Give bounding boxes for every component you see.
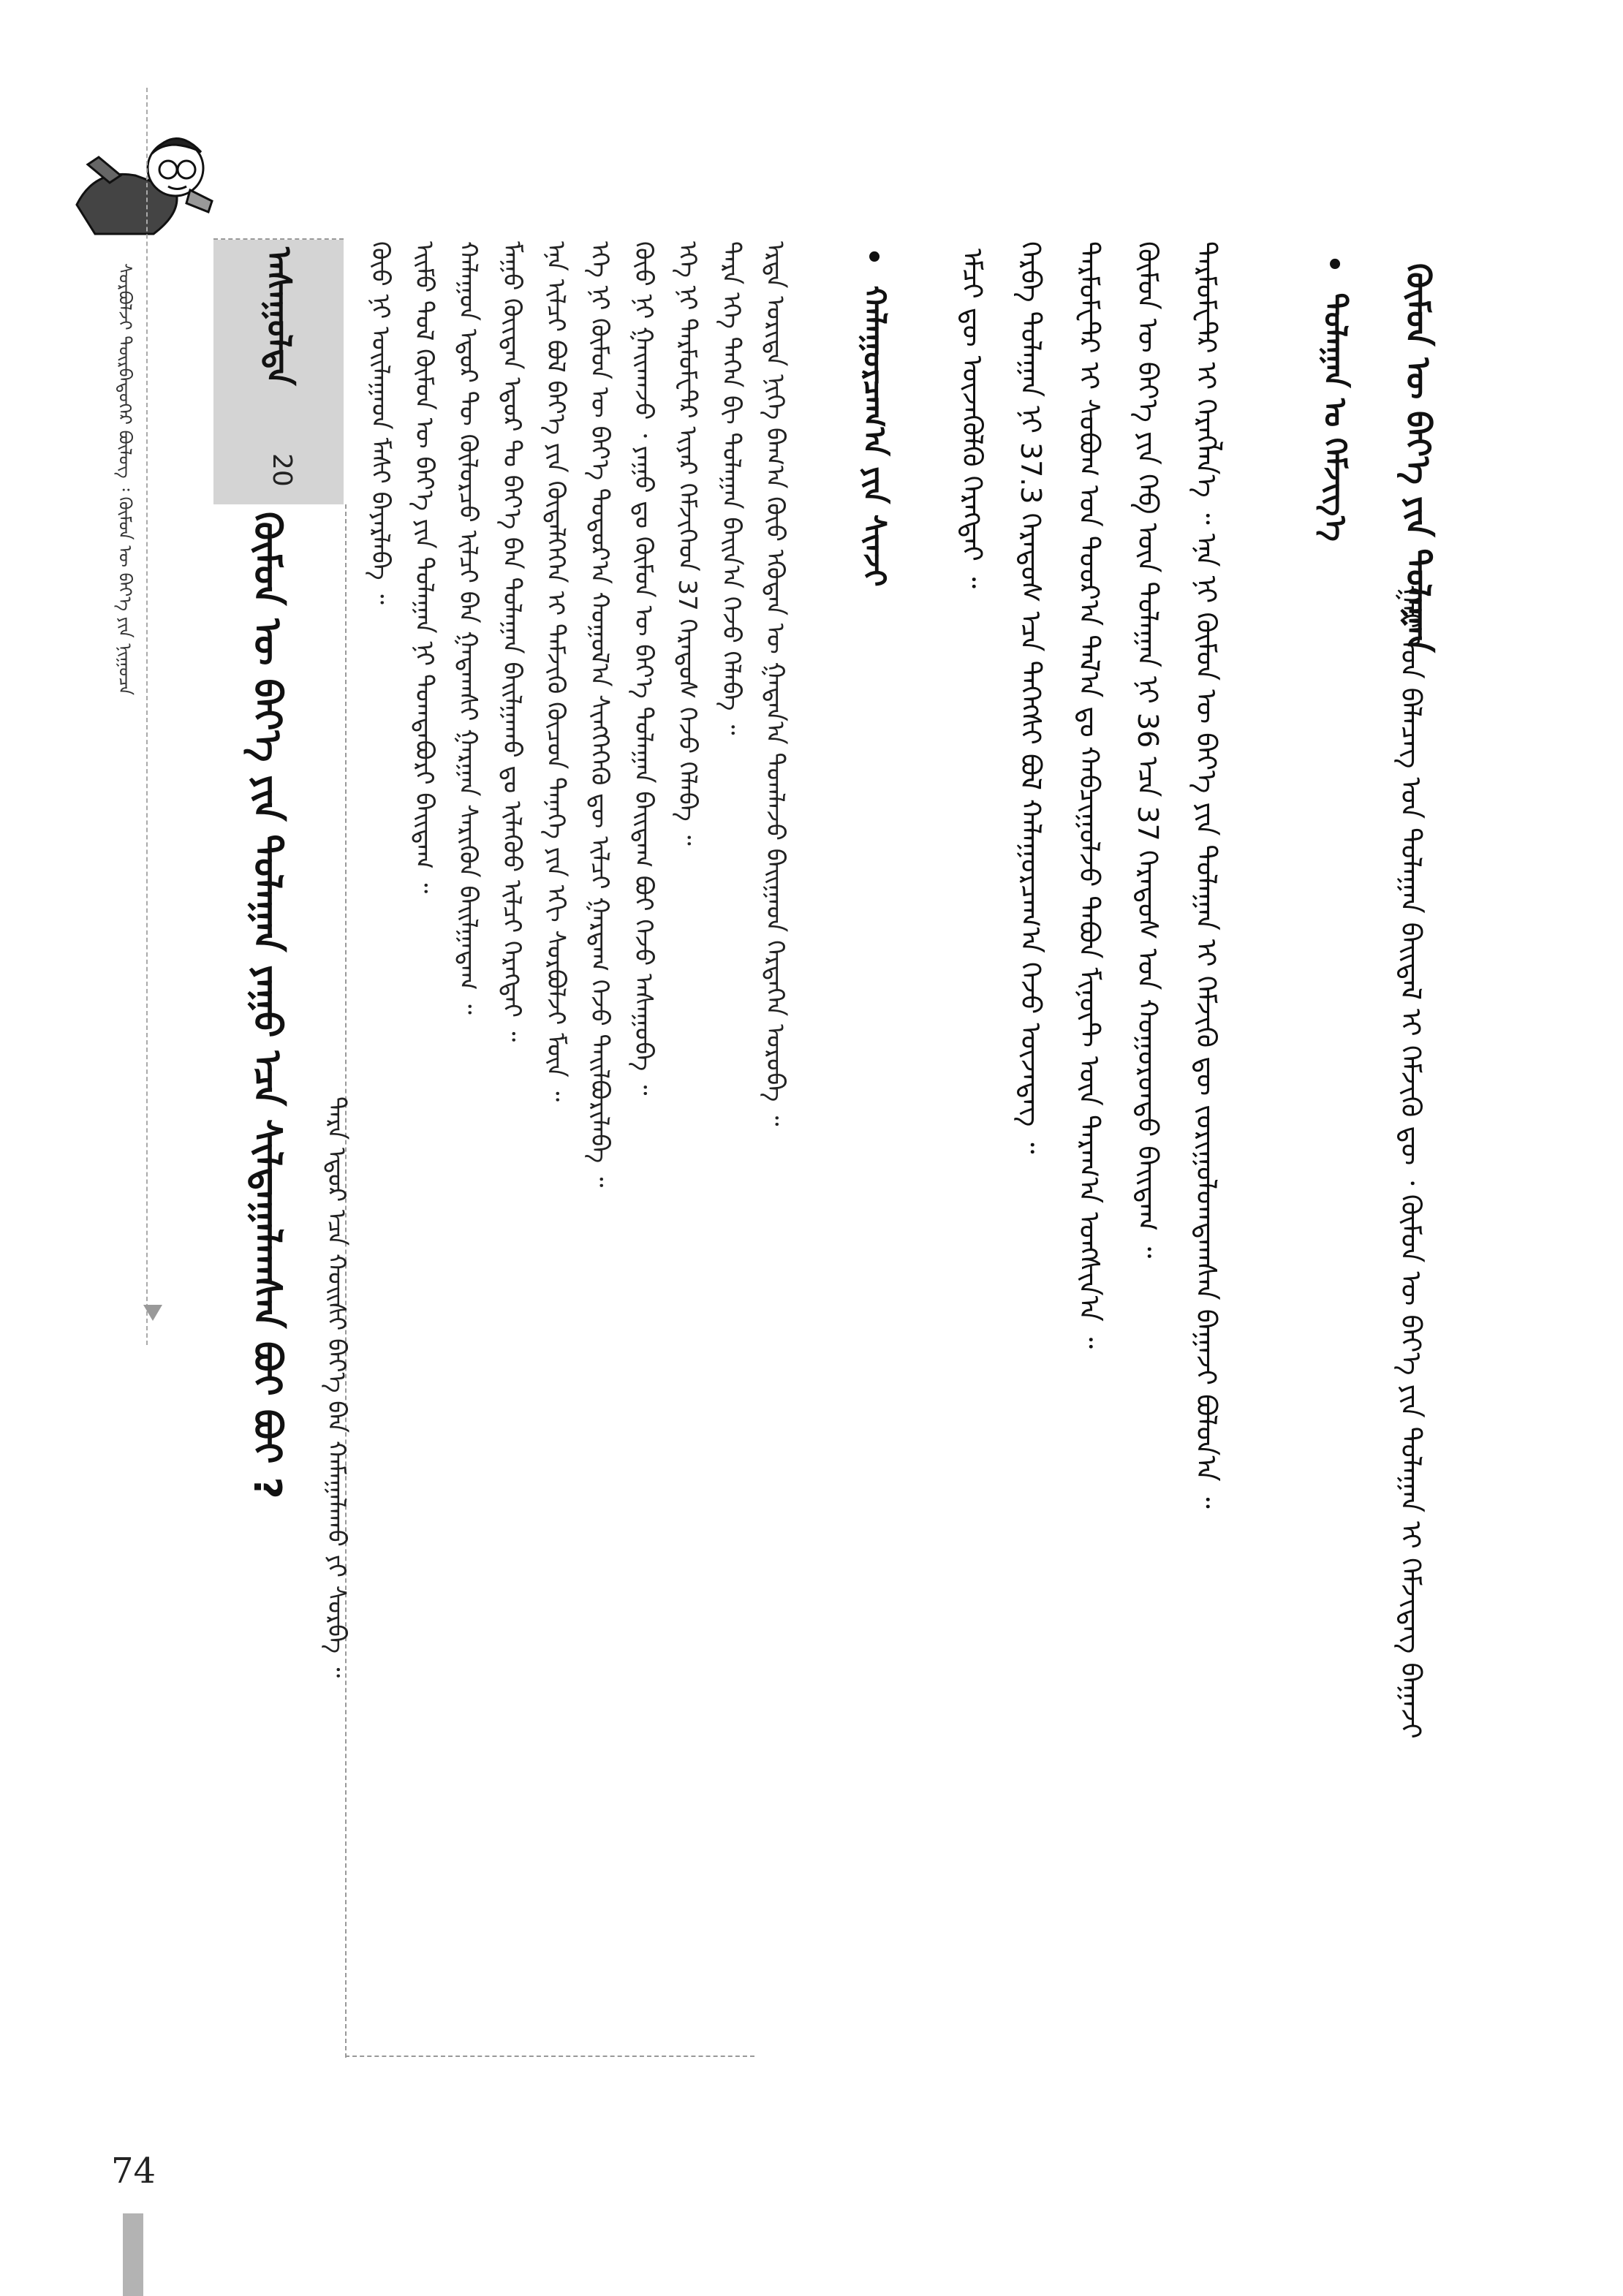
section-divider-bottom: [345, 2056, 754, 2057]
story-line: ᠬᠦᠦ ᠨᠢ ᠣᠢᠯᠠᠭᠠᠳ ᠮᠠᠰᠢ ᠪᠠᠶᠠᠷᠯᠠᠪᠠ ᠃: [366, 241, 395, 605]
bullet-item-2: [848, 241, 893, 592]
paragraph-line: ᠡᠮᠴᠢ ᠳᠦ ᠦᠵᠡᠭᠦᠯᠬᠦ ᠬᠡᠷᠡᠭᠲᠡᠶ ᠃: [956, 249, 988, 589]
story-line: ᠡᠬᠡ ᠨᠢ ᠲᠡᠷᠮᠣᠮᠧᠲ᠋ᠷ ᠢᠶᠠᠷ ᠬᠡᠮᠵᠢᠭᠡᠳ 37 ᠭᠡᠷᠡᠳᠦᠰ ᠭᠡᠵᠦ ᠬᠡᠯᠡᠪᠡ ᠃: [673, 241, 702, 846]
page-number: 74: [111, 2151, 156, 2191]
story-line: ᠲᠡᠷᠡ ᠡᠳᠦᠷ ᠡᠴᠡ ᠬᠣᠢᠰᠢ ᠪᠡᠶ᠎ᠡ ᠪᠡᠨ ᠬᠠᠮᠠᠭᠠᠯᠠᠬᠤ ᠶᠢ ᠰᠤᠷᠪᠠ ᠃: [322, 1096, 351, 1678]
story-line: ᠡᠨᠡ ᠢᠯᠴᠢ ᠪᠣᠯ ᠪᠡᠶ᠎ᠡ ᠶᠢᠨ ᠬᠦᠳᠡᠯᠭᠡᠭᠡᠨ ᠢ ᠳᠡᠮᠵᠢᠬᠦ ᠬᠦᠴᠦᠨ ᠲᠡᠨᠡᠭᠡ ᠶᠢᠨ ᠡᠬᠢ ᠰᠤᠷᠪᠤᠯᠵᠢ ᠮᠥᠨ ᠃: [541, 241, 570, 1102]
guide-arrow-icon: [143, 1305, 162, 1321]
story-line: ᠲᠡᠷᠡ ᠡᠬᠡ ᠳᠡᠭᠡᠨ ᠪᠢ ᠳᠤᠯᠠᠭᠠᠨ ᠪᠠᠢᠨ᠎ᠠ ᠭᠡᠵᠦ ᠬᠡᠯᠡᠪᠡ ᠃: [716, 241, 746, 735]
side-guide-line: [146, 88, 148, 1345]
story-line: ᠮᠠᠭᠤ ᠬᠦᠢᠲᠡᠨ ᠡᠳᠦᠷ ᠲᠤ ᠪᠡᠶ᠎ᠡ ᠪᠡᠨ ᠳᠤᠯᠠᠭᠠᠨ ᠪᠠᠢᠯᠭᠠᠬᠤ ᠳᠤ ᠢᠯᠡᠭᠦᠦ ᠢᠯᠴᠢ ᠬᠡᠷᠡᠭᠲᠡᠶ ᠃: [497, 241, 526, 1042]
section-question: ᠬᠦᠮᠦᠨ ᠦ ᠪᠡᠶ᠎ᠡ ᠶᠢᠨ ᠳᠤᠯᠠᠭᠠᠨ ᠶᠠᠭᠤ ᠡᠴᠡ ᠰᠢᠯᠲᠠᠭᠠᠯᠠᠭᠰᠠᠨ ᠪᠤᠢ ᠪᠤᠢ ?: [245, 512, 289, 1499]
paragraph-line: ᠲᠡᠷᠮᠣᠮᠧᠲ᠋ᠷ ᠢ ᠰᠣᠪᠤᠭ ᠤᠨ ᠳᠣᠣᠷ᠎ᠠ ᠲᠠᠯ᠎ᠠ ᠳᠤ ᠬᠠᠪᠴᠢᠭᠤᠯᠵᠤ ᠲᠠᠪᠤᠨ ᠮᠢᠨᠦ᠋ᠲ ᠦᠨ ᠳᠠᠷᠠᠭ᠎ᠠ ᠤᠩᠰᠢᠨ᠎ᠠ ᠃: [1073, 241, 1105, 1349]
bullet-item-1-label: ᠳᠤᠯᠠᠭᠠᠨ ᠤ ᠬᠡᠮᠵᠢᠭ᠎ᠡ: [1317, 292, 1353, 542]
story-line: ᠡᠷᠲᠡ ᠤᠷᠢᠳᠠ ᠨᠢᠭᠡ ᠪᠠᠭ᠎ᠠ ᠬᠦᠦ ᠡᠭᠦᠳᠡᠨ ᠦ ᠭᠠᠳᠠᠨ᠎ᠠ ᠲᠣᠭᠯᠠᠵᠤ ᠪᠠᠢᠭᠠᠳ ᠭᠡᠷᠲᠡᠭᠡᠨ ᠣᠷᠣᠪᠠ ᠃: [760, 241, 790, 1126]
story-line: ᠬᠦᠦ ᠨᠢ ᠭᠠᠢᠬᠠᠵᠤ ᠂ ᠶᠠᠭᠤ ᠳᠤ ᠬᠦᠮᠦᠨ ᠦ ᠪᠡᠶ᠎ᠡ ᠳᠤᠯᠠᠭᠠᠨ ᠪᠠᠢᠳᠠᠭ ᠪᠤᠢ ᠭᠡᠵᠦ ᠠᠰᠠᠭᠤᠪᠠ ᠃: [629, 241, 658, 1096]
bullet-item-1: [1309, 249, 1353, 542]
mascot-body: [77, 138, 212, 234]
question-number: 20: [267, 453, 297, 487]
story-line: ᠡᠬᠡ ᠨᠢ ᠬᠦᠮᠦᠨ ᠦ ᠪᠡᠶ᠎ᠡ ᠳᠣᠲᠣᠷ᠎ᠠ ᠬᠣᠭᠣᠯ᠎ᠠ ᠰᠢᠩᠭᠡᠭᠡᠬᠦ ᠳᠦ ᠢᠯᠴᠢ ᠭᠠᠷᠳᠠᠭ ᠭᠡᠵᠦ ᠲᠠᠢᠯᠪᠤᠷᠢᠯᠠᠪᠠ ᠃: [585, 241, 614, 1188]
section-label: ᠠᠰᠠᠭᠤᠯᠲᠠ: [260, 247, 299, 386]
paragraph-line: ᠲᠡᠷᠮᠣᠮᠧᠲ᠋ᠷ ᠢ ᠬᠡᠷᠡᠭᠯᠡᠨ᠎ᠡ ᠃ ᠡᠨᠡ ᠨᠢ ᠬᠦᠮᠦᠨ ᠦ ᠪᠡᠶ᠎ᠡ ᠶᠢᠨ ᠳᠤᠯᠠᠭᠠᠨ ᠢ ᠬᠡᠮᠵᠢᠬᠦ ᠳᠦ ᠵᠣᠷᠢᠭᠤᠯᠤᠭᠳᠠᠭᠰᠠᠨ ᠪᠠᠭᠠᠵᠢ ᠪᠣᠯᠤᠨ᠎ᠠ ᠃: [1190, 241, 1222, 1509]
running-header: ᠰᠣᠷᠪᠤᠯᠵᠢ ᠳᠦᠷᠪᠡᠳᠦᠭᠡᠷ ᠪᠦᠯᠦᠭ ᠄ ᠬᠦᠮᠦᠨ ᠦ ᠪᠡᠶ᠎ᠡ ᠶᠢᠨ ᠨᠢᠭᠤᠴᠠ: [115, 263, 135, 696]
article-heading: ᠬᠦᠮᠦᠨ ᠦ ᠪᠡᠶ᠎ᠡ ᠶᠢᠨ ᠳᠤᠯᠠᠭᠠᠨ: [1399, 263, 1438, 653]
story-line: ᠡᠢᠮᠦ ᠲᠤᠯ ᠬᠦᠮᠦᠨ ᠦ ᠪᠡᠶ᠎ᠡ ᠶᠢᠨ ᠳᠤᠯᠠᠭᠠᠨ ᠨᠢ ᠲᠣᠭᠲᠠᠪᠤᠷᠢ ᠪᠠᠢᠳᠠᠭ ᠃: [409, 241, 439, 894]
bullet-dot: •: [1325, 249, 1344, 282]
story-line: ᠬᠠᠯᠠᠭᠤᠨ ᠡᠳᠦᠷ ᠲᠦ ᠬᠥᠯᠥᠷᠴᠦ ᠢᠯᠴᠢ ᠪᠠᠨ ᠭᠠᠳᠠᠭᠱᠢ ᠭᠠᠷᠭᠠᠨ ᠰᠡᠷᠢᠭᠦᠨ ᠪᠠᠢᠯᠭᠠᠳᠠᠭ ᠃: [453, 241, 483, 1015]
mascot-illustration: [66, 124, 219, 249]
bullet-item-2-label: ᠬᠠᠯᠠᠭᠤᠷᠴᠠᠭ᠎ᠠ ᠶᠢᠨ ᠱᠢᠨᠵᠢ: [857, 285, 893, 587]
paragraph-line: ᠬᠡᠷᠪᠡ ᠳᠤᠯᠠᠭᠠᠨ ᠨᠢ 37.3 ᠭᠡᠷᠡᠳᠦᠰ ᠡᠴᠡ ᠳᠡᠭᠡᠭᠰᠢ ᠪᠣᠯ ᠬᠠᠯᠠᠭᠤᠷᠴᠠᠭ᠎ᠠ ᠭᠡᠵᠦ ᠦᠵᠡᠳᠡᠭ ᠃: [1015, 241, 1047, 1154]
paragraph-line: ᠭᠠᠷ ᠤᠨ ᠪᠡᠯᠡᠴᠡᠭ ᠤᠨ ᠳᠤᠯᠠᠭᠠᠨ ᠪᠠᠢᠳᠠᠯ ᠢ ᠬᠡᠮᠵᠢᠬᠦ ᠳᠦ ᠂ ᠬᠦᠮᠦᠨ ᠦ ᠪᠡᠶ᠎ᠡ ᠶᠢᠨ ᠳᠤᠯᠠᠭᠠᠨ ᠢ ᠬᠡᠮᠵᠢᠳᠡᠭ ᠪᠠᠭᠠᠵᠢ: [1395, 585, 1427, 1739]
bullet-dot: •: [865, 241, 884, 275]
page-edge-bar: [123, 2213, 143, 2296]
paragraph-line: ᠬᠦᠮᠦᠨ ᠦ ᠪᠡᠶ᠎ᠡ ᠶᠢᠨ ᠬᠡᠪ ᠦᠨ ᠳᠤᠯᠠᠭᠠᠨ ᠨᠢ 36 ᠡᠴᠡ 37 ᠭᠡᠷᠡᠳᠦᠰ ᠤᠨ ᠬᠣᠭᠣᠷᠤᠨᠳᠤ ᠪᠠᠢᠳᠠᠭ ᠃: [1132, 241, 1164, 1259]
